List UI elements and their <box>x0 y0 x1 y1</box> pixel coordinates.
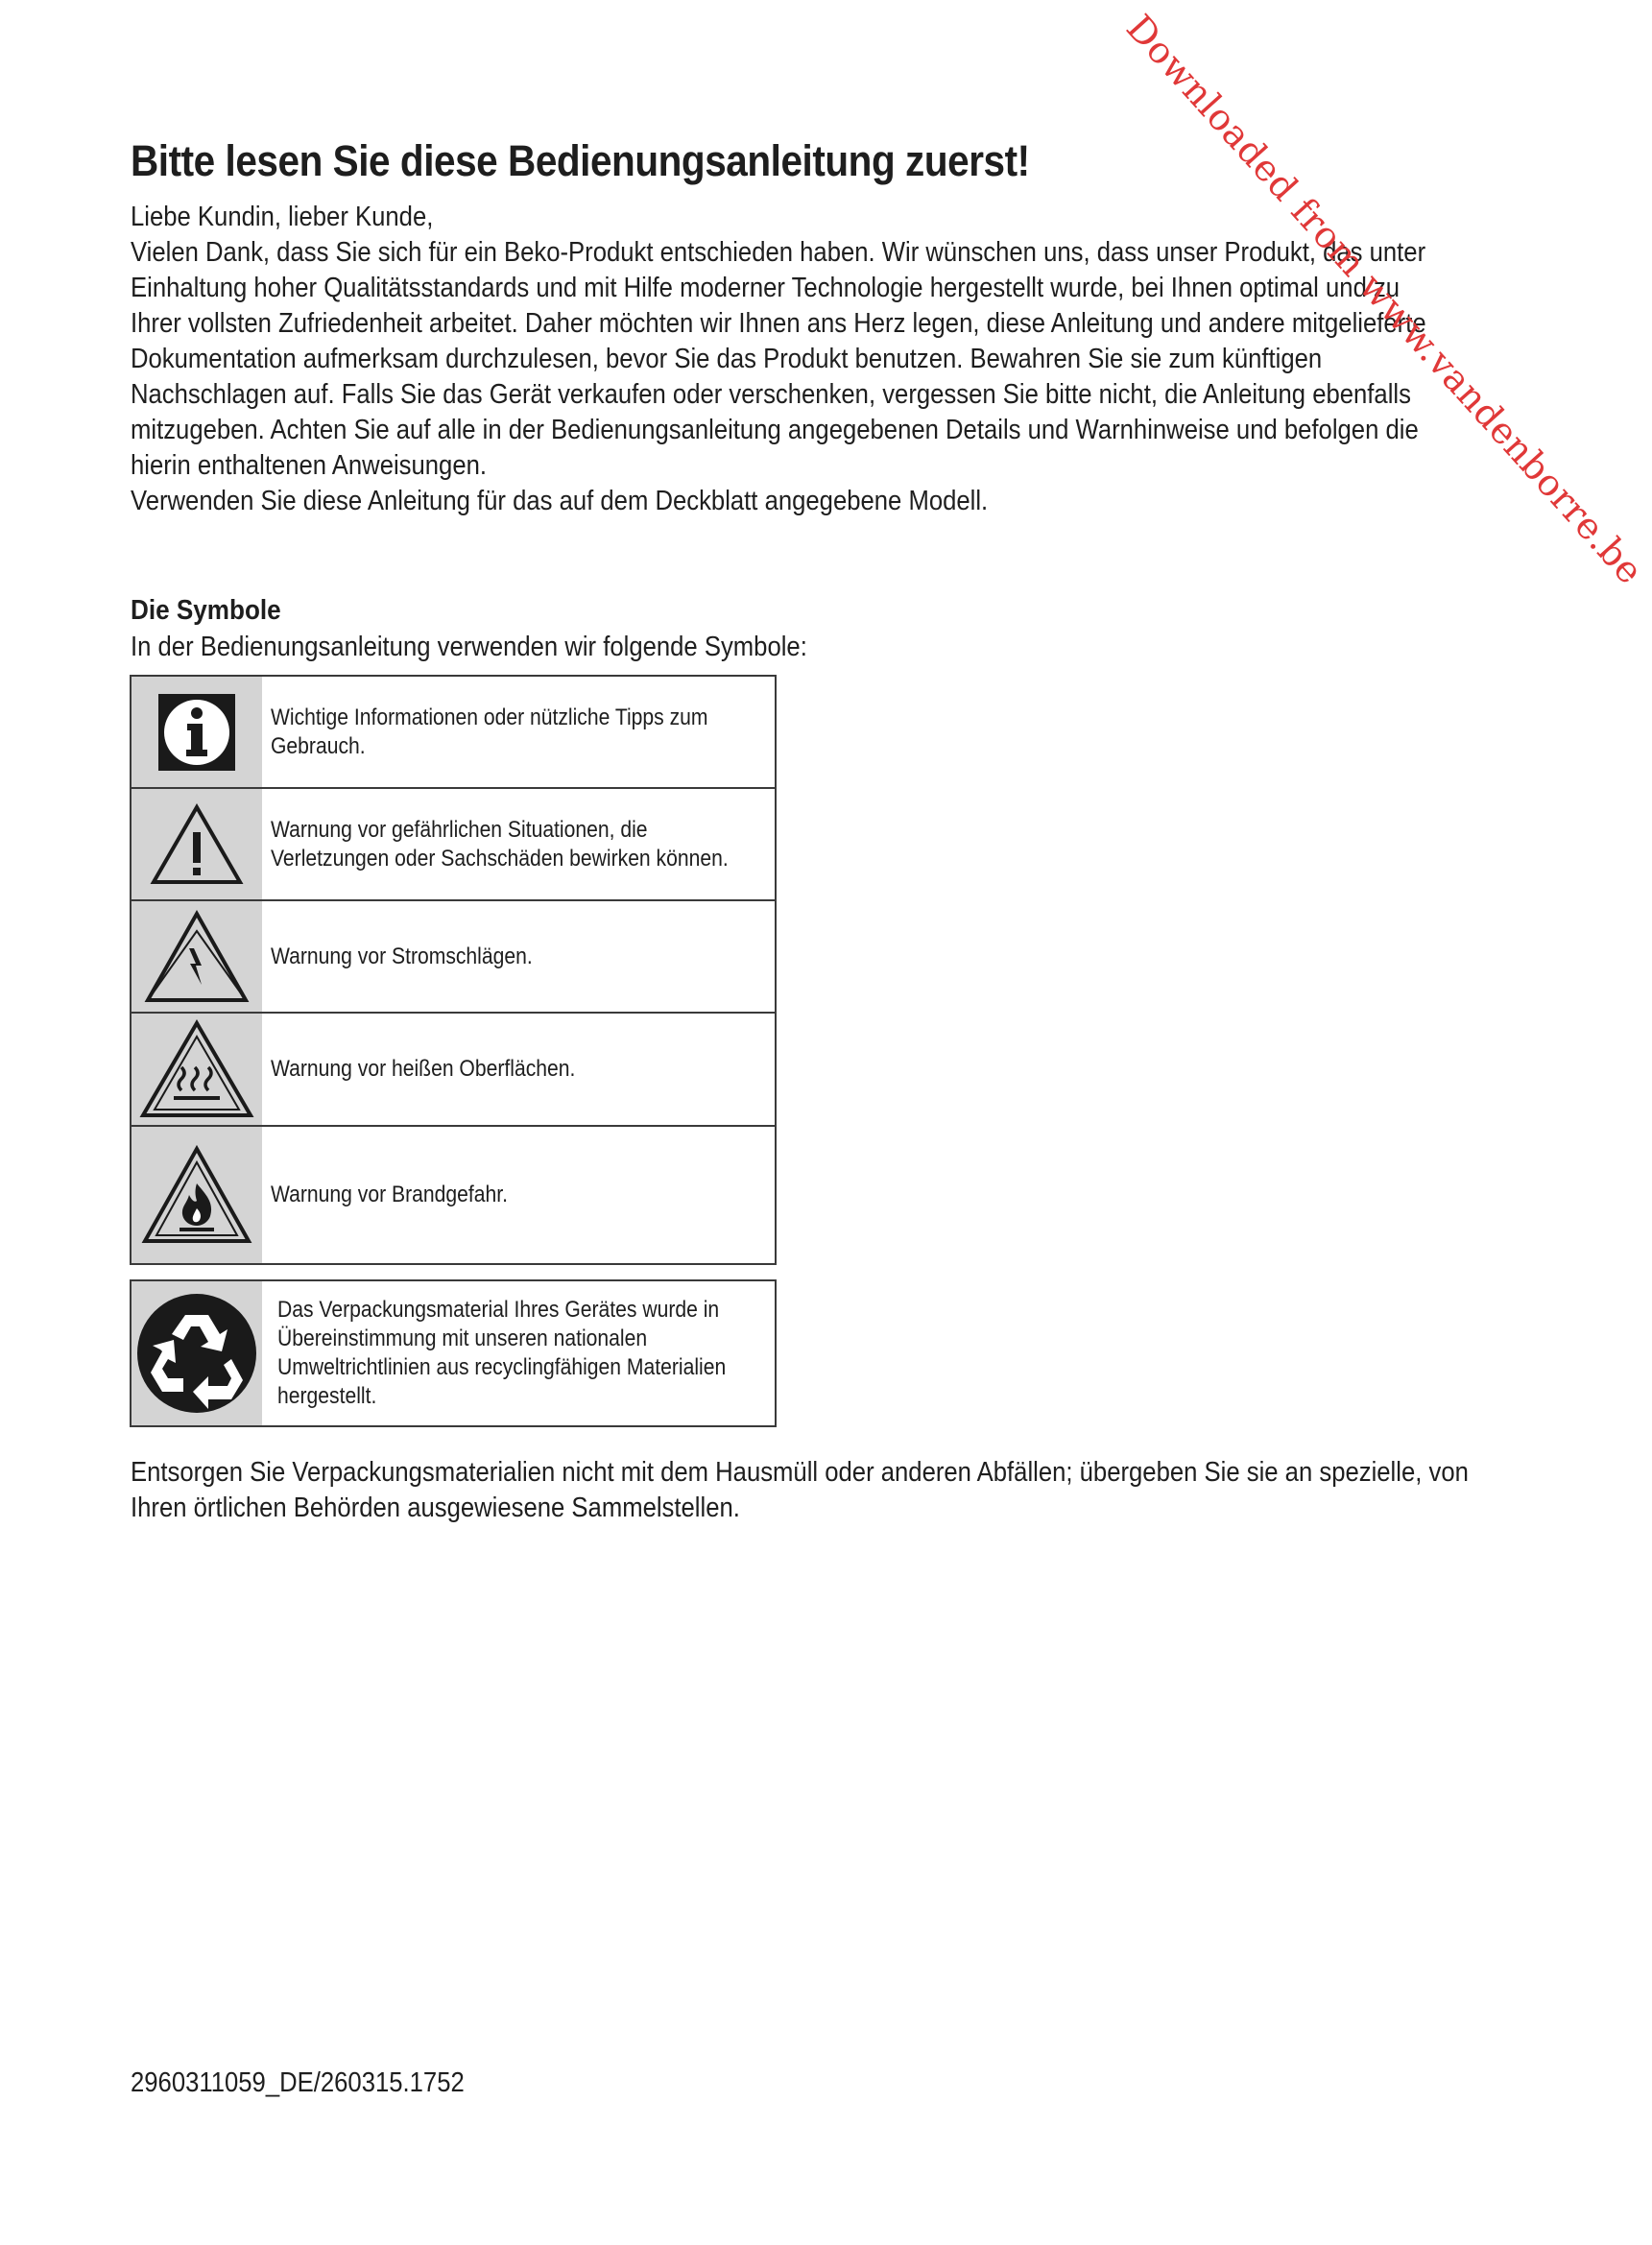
info-icon <box>132 677 262 787</box>
symbol-row-hot <box>132 1014 775 1127</box>
symbols-intro: In der Bedienungsanleitung verwenden wir folgende Symbole: <box>131 632 807 662</box>
symbol-text: Warnung vor Brandgefahr. <box>271 1182 508 1207</box>
recycling-icon <box>132 1281 262 1425</box>
intro-body: Vielen Dank, dass Sie sich für ein Beko-Produkt entschieden haben. Wir wünschen uns, dass unser Produkt, das unter Einhaltung hoher Qualitätsstandards und mit Hilfe moderner Technologie hergestellt wurde, bei Ihnen optimal und zu Ihrer vollsten Zufriedenheit arbeitet. Daher möchten wir Ihnen ans Herz legen, diese Anleitung und andere mitgelieferte Dokumentation aufmerksam durchzulesen, bevor Sie das Produkt benutzen. Bewahren Sie sie zum künftigen Nachschlagen auf. Falls Sie das Gerät verkaufen oder verschenken, vergessen Sie bitte nicht, die Anleitung ebenfalls mitzugeben. Achten Sie auf alle in der Bedienungsanleitung angegebenen Details und Warnhinweise und befolgen die hierin enthaltenen Anweisungen. <box>131 237 1426 481</box>
symbol-text: Warnung vor heißen Oberflächen. <box>271 1056 576 1082</box>
fire-hazard-icon <box>132 1127 262 1263</box>
warning-icon <box>132 789 262 899</box>
document-id: 2960311059_DE/260315.1752 <box>131 2067 465 2098</box>
symbol-text: Warnung vor Stromschlägen. <box>271 943 533 969</box>
symbol-row-fire <box>132 1127 775 1263</box>
symbol-row-electric <box>132 901 775 1014</box>
symbols-table <box>130 675 777 1265</box>
hot-surface-icon <box>132 1014 262 1125</box>
symbol-text: Wichtige Informationen oder nützliche Tipps zum Gebrauch. <box>271 704 708 759</box>
electric-shock-icon <box>132 901 262 1012</box>
symbol-text: Warnung vor gefährlichen Situationen, die Verletzungen oder Sachschäden bewirken können. <box>271 816 729 872</box>
intro-text <box>131 200 1430 519</box>
recycling-text: Das Verpackungsmaterial Ihres Gerätes wurde in Übereinstimmung mit unseren nationalen Umweltrichtlinien aus recyclingfähigen Materialien hergestellt. <box>277 1297 727 1409</box>
symbols-heading: Die Symbole <box>131 595 281 626</box>
greeting: Liebe Kundin, lieber Kunde, <box>131 202 434 232</box>
recycling-box <box>130 1279 777 1427</box>
symbol-row-warning <box>132 789 775 901</box>
disposal-note: Entsorgen Sie Verpackungsmaterialien nicht mit dem Hausmüll oder anderen Abfällen; übergeben Sie sie an spezielle, von Ihren örtlichen Behörden ausgewiesene Sammelstellen. <box>131 1457 1469 1523</box>
download-watermark: Downloaded from www.vandenborre.be <box>1117 6 1652 593</box>
page-title: Bitte lesen Sie diese Bedienungsanleitung zuerst! <box>131 136 1030 185</box>
model-note: Verwenden Sie diese Anleitung für das auf dem Deckblatt angegebene Modell. <box>131 486 989 516</box>
symbol-row-info <box>132 677 775 789</box>
